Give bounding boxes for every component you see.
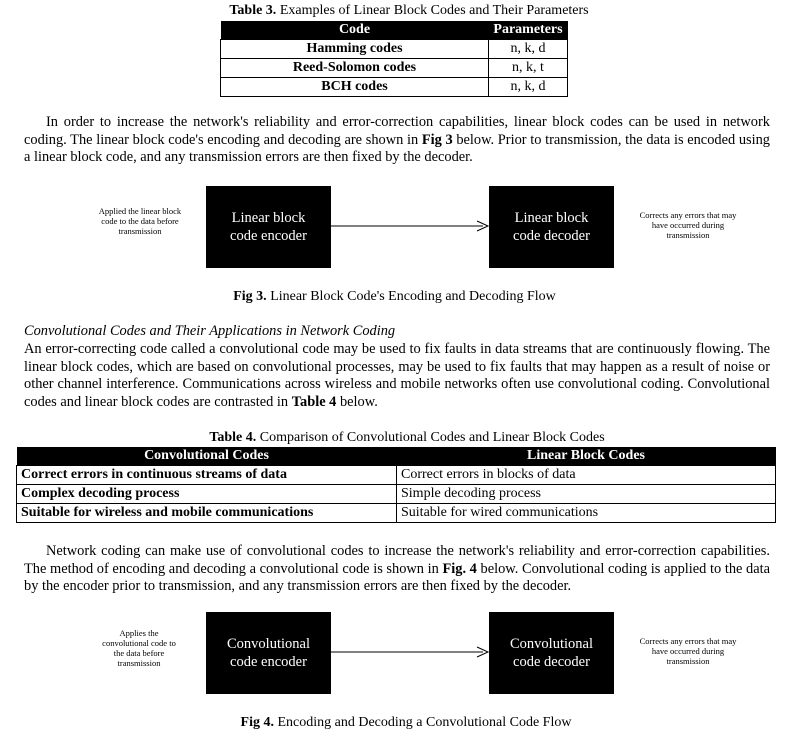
table3-caption <box>0 3 789 19</box>
paragraph-text: In order to increase the network's reliability and error-correction capabilities, linear block codes can be used in network coding. The linear block code's encoding and decoding are shown in <box>24 114 770 148</box>
table4-caption-text: Comparison of Convolutional Codes and Linear Block Codes <box>256 430 605 445</box>
table-row <box>221 40 568 59</box>
fig3-right-note: Corrects any errors that may have occurred during transmission <box>639 210 737 240</box>
table-row <box>17 466 776 485</box>
table4-cell: Suitable for wireless and mobile communications <box>17 504 397 523</box>
fig3-arrow <box>331 219 491 233</box>
table3-caption-text: Examples of Linear Block Codes and Their Parameters <box>276 3 589 18</box>
table4-cell: Correct errors in continuous streams of data <box>17 466 397 485</box>
fig3-caption-text: Linear Block Code's Encoding and Decoding Flow <box>266 289 556 304</box>
table4-cell: Simple decoding process <box>397 485 776 504</box>
table3-cell: n, k, d <box>489 40 568 59</box>
table3-cell: n, k, d <box>489 78 568 97</box>
table-row <box>221 78 568 97</box>
table3 <box>220 21 568 97</box>
table4-cell: Suitable for wired communications <box>397 504 776 523</box>
table3-header-row <box>221 21 568 40</box>
fig4-caption <box>0 715 789 731</box>
table3-cell: Reed-Solomon codes <box>221 59 489 78</box>
fig4-left-note: Applies the convolutional code to the data before transmission <box>102 628 176 668</box>
fig4-encoder-label: Convolutional code encoder <box>227 636 310 670</box>
fig4-decoder-box <box>489 612 614 694</box>
table4-header-convolutional: Convolutional Codes <box>17 447 397 466</box>
table3-cell: n, k, t <box>489 59 568 78</box>
paragraph-text: below. <box>336 393 378 410</box>
fig3-caption <box>0 289 789 305</box>
table3-cell: BCH codes <box>221 78 489 97</box>
table3-header-parameters: Parameters <box>489 21 568 40</box>
table4-reference: Table 4 <box>291 393 337 410</box>
table4-caption <box>0 430 789 446</box>
table4-header-linear: Linear Block Codes <box>397 447 776 466</box>
table4 <box>16 447 776 523</box>
table-row <box>221 59 568 78</box>
fig4-caption-label: Fig 4. <box>240 715 274 730</box>
table3-cell: Hamming codes <box>221 40 489 59</box>
fig3-encoder-label: Linear block code encoder <box>230 210 307 244</box>
fig4-reference: Fig. 4 <box>442 560 477 577</box>
paragraph-text: below. Prior to transmission, the data is encoded using a linear block code, and any transmission errors are then fixed by the decoder. <box>24 131 771 165</box>
paragraph-text: below. Convolutional coding is applied to the data by the encoder prior to transmission, and any transmission errors are then fixed by the decoder. <box>24 560 771 594</box>
paragraph-text: An error-correcting code called a convolutional code may be used to fix faults in data streams that are continuously flowing. The linear block codes, which are based on convolutional processes, may be used to fix faults that may happen as a result of noise or other channel interference. Communications across wireless and mobile networks often use convolutional coding. Convolutional codes and linear block codes are contrasted in <box>24 341 770 410</box>
fig4-right-note: Corrects any errors that may have occurred during transmission <box>639 636 737 666</box>
fig3-caption-label: Fig 3. <box>233 289 267 304</box>
fig3-left-note: Applied the linear block code to the data before transmission <box>98 206 182 236</box>
table3-caption-label: Table 3. <box>229 3 277 18</box>
fig4-arrow <box>331 645 491 659</box>
paragraph-convolutional-network <box>24 543 770 596</box>
table-row <box>17 504 776 523</box>
paragraph-linear-block <box>24 114 770 167</box>
fig4-encoder-box <box>206 612 331 694</box>
fig4-caption-text: Encoding and Decoding a Convolutional Code Flow <box>273 715 572 730</box>
table4-header-row <box>17 447 776 466</box>
table3-header-code: Code <box>221 21 489 40</box>
section-heading: Convolutional Codes and Their Applications in Network Coding <box>24 323 396 339</box>
fig4-decoder-label: Convolutional code decoder <box>510 636 593 670</box>
table4-cell: Correct errors in blocks of data <box>397 466 776 485</box>
paragraph-text: Network coding can make use of convolutional codes to increase the network's reliability and error-correction capabilities. The method of encoding and decoding a convolutional code is shown in <box>24 543 770 577</box>
fig3-encoder-box <box>206 186 331 268</box>
paragraph-convolutional <box>24 341 770 411</box>
table-row <box>17 485 776 504</box>
table4-caption-label: Table 4. <box>209 430 257 445</box>
fig3-decoder-label: Linear block code decoder <box>513 210 590 244</box>
table4-cell: Complex decoding process <box>17 485 397 504</box>
fig3-reference: Fig 3 <box>421 131 453 148</box>
fig3-decoder-box <box>489 186 614 268</box>
